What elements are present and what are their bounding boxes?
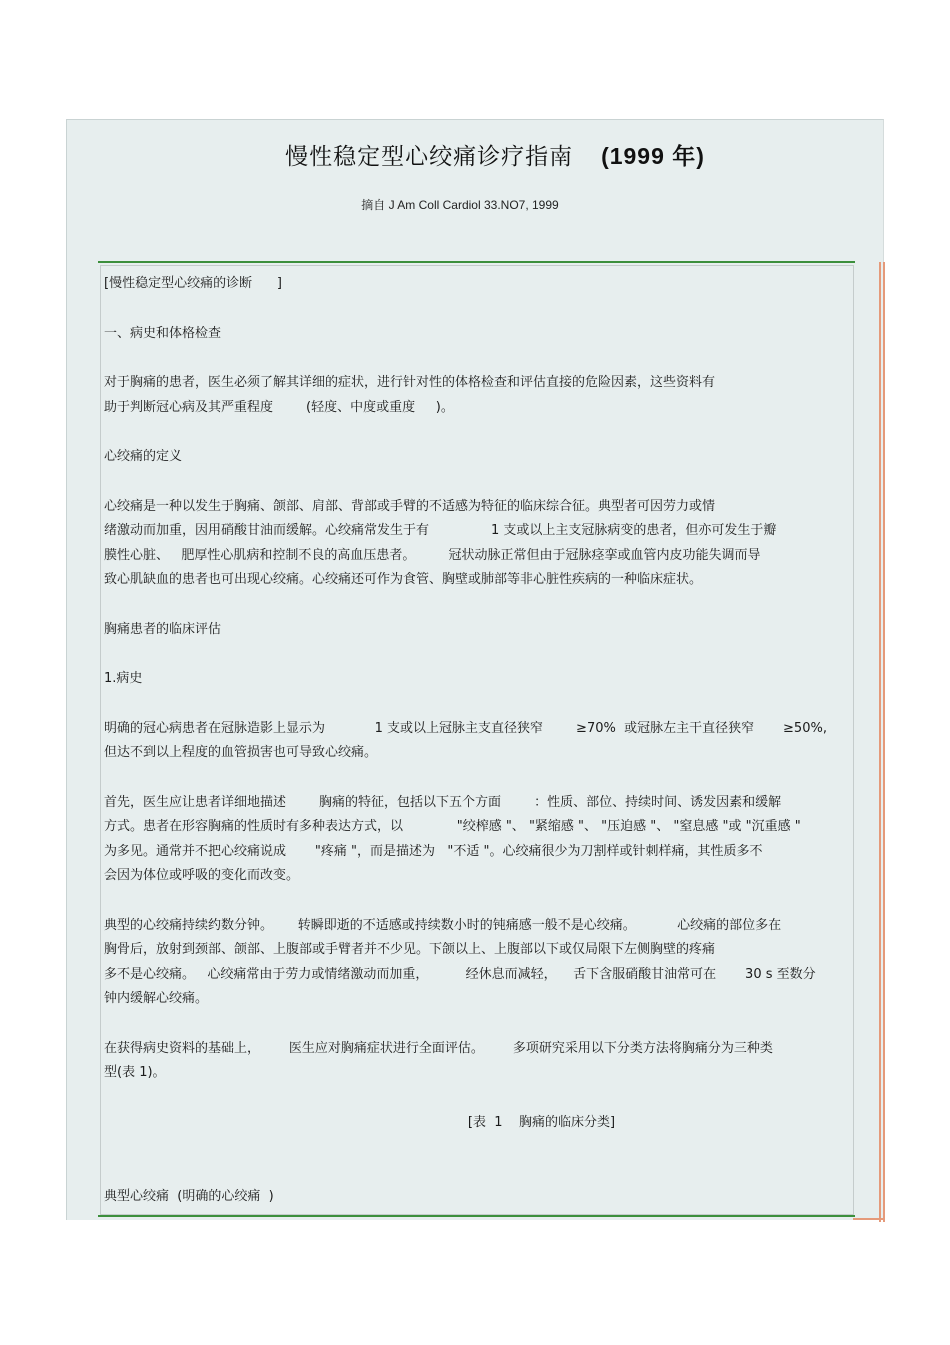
paragraph-line: 助于判断冠心病及其严重程度 (轻度、中度或重度 )。 (104, 399, 454, 415)
side-rule-bottom (853, 1218, 885, 1220)
paragraph-line: 胸骨后，放射到颈部、颌部、上腹部或手臂者并不少见。下颌以上、上腹部以下或仅局限下左侧胸壁的疼痛 (104, 942, 716, 957)
paragraph-line: 绪激动而加重，因用硝酸甘油而缓解。心绞痛常发生于有 1 支或以上主支冠脉病变的患者，但亦可发生于瓣 (104, 523, 777, 538)
paragraph-line: 对于胸痛的患者，医生必须了解其详细的症状，进行针对性的体格检查和评估直接的危险因素，这些资料有 (104, 375, 716, 390)
paragraph-line: 明确的冠心病患者在冠脉造影上显示为 1 支或以上冠脉主支直径狭窄 ≥70% 或冠脉左主干直径狭窄 ≥50%, (104, 720, 827, 736)
heading-angina-definition: 心绞痛的定义 (104, 449, 183, 464)
paragraph-line: 心绞痛是一种以发生于胸痛、颌部、肩部、背部或手臂的不适感为特征的临床综合征。典型者可因劳力或情 (104, 498, 716, 514)
paragraph-line: 在获得病史资料的基础上， 医生应对胸痛症状进行全面评估。 多项研究采用以下分类方法将胸痛分为三种类 (104, 1040, 773, 1056)
document-content (104, 272, 854, 1210)
paragraph-line: 型(表 1)。 (104, 1065, 166, 1080)
title-main: 慢性稳定型心绞痛诊疗指南 (285, 144, 574, 170)
heading-medical-history: 1.病史 (104, 671, 143, 686)
bottom-rule (98, 1215, 855, 1217)
title-year: (1999 年) (601, 143, 705, 169)
heading-clinical-evaluation: 胸痛患者的临床评估 (104, 621, 222, 637)
paragraph-line: 典型的心绞痛持续约数分钟。 转瞬即逝的不适感或持续数小时的钝痛感一般不是心绞痛。 心绞痛的部位多在 (104, 917, 782, 933)
paragraph-line: 钟内缓解心绞痛。 (104, 991, 209, 1006)
paragraph-line: 致心肌缺血的患者也可出现心绞痛。心绞痛还可作为食管、胸壁或肺部等非心脏性疾病的一种临床症状。 (104, 572, 703, 587)
paragraph-line: 首先，医生应让患者详细地描述 胸痛的特征，包括以下五个方面 ：性质、部位、持续时间、诱发因素和缓解 (104, 794, 782, 810)
table-caption: [表 1 胸痛的临床分类] (467, 1114, 616, 1130)
side-rule-outer (879, 262, 881, 1222)
paragraph-line: 为多见。通常并不把心绞痛说成 "疼痛 "，而是描述为 "不适 "。心绞痛很少为刀割样或针刺样痛，其性质多不 (104, 843, 763, 859)
table-row: 典型心绞痛 (明确的心绞痛 ) (104, 1189, 274, 1204)
side-rule-inner (883, 262, 885, 1222)
heading-history-exam: 一、病史和体格检查 (104, 325, 222, 341)
paragraph-line: 多不是心绞痛。 心绞痛常由于劳力或情绪激动而加重， 经休息而减轻， 舌下含服硝酸甘油常可在 30 s 至数分 (104, 966, 816, 982)
paragraph-line: 会因为体位或呼吸的变化而改变。 (104, 868, 300, 883)
document-title (0, 138, 950, 171)
paragraph-line: 膜性心脏、 肥厚性心肌病和控制不良的高血压患者。 冠状动脉正常但由于冠脉痉挛或血管内皮功能失调而导 (104, 547, 761, 563)
source-citation: 摘自 J Am Coll Cardiol 33.NO7, 1999 (361, 198, 559, 212)
paragraph-line: 但达不到以上程度的血管损害也可导致心绞痛。 (104, 745, 378, 760)
side-border-decoration (853, 262, 887, 1222)
paragraph-line: 方式。患者在形容胸痛的性质时有多种表达方式，以 "绞榨感 "、 "紧缩感 "、 "压迫感 "、 "窒息感 "或 "沉重感 " (104, 819, 801, 834)
top-rule (98, 261, 855, 263)
section-header: [慢性稳定型心绞痛的诊断 ] (104, 276, 282, 291)
